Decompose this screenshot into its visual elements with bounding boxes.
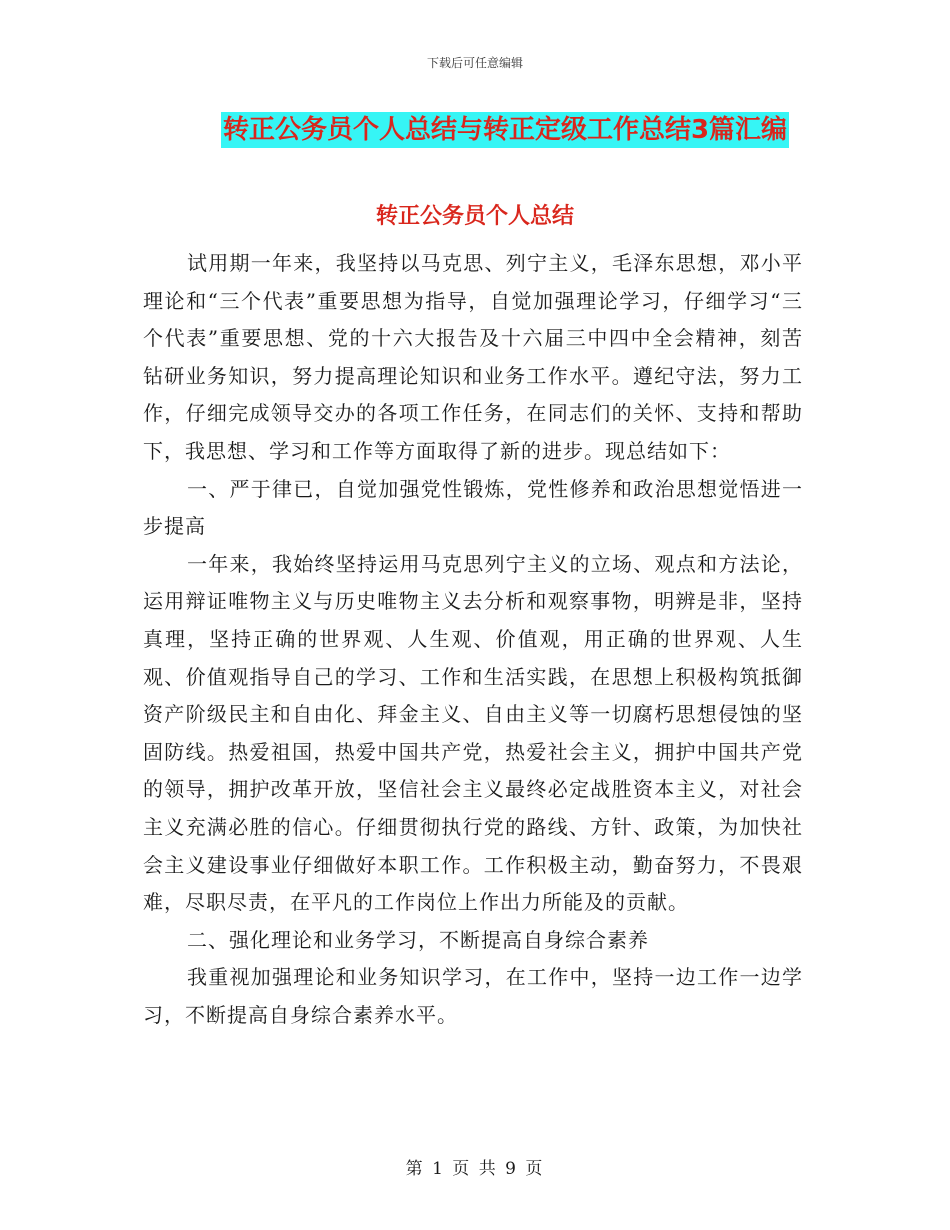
main-title: 转正公务员个人总结与转正定级工作总结3篇汇编 bbox=[221, 112, 789, 148]
header-note: 下载后可任意编辑 bbox=[426, 56, 523, 70]
paragraph-section-2: 我重视加强理论和业务知识学习，在工作中，坚持一边工作一边学习，不断提高自身综合素养水平。 bbox=[143, 965, 803, 1027]
paragraph-section-1: 一年来，我始终坚持运用马克思列宁主义的立场、观点和方法论，运用辩证唯物主义与历史唯物主义去分析和观察事物，明辨是非，坚持真理，坚持正确的世界观、人生观、价值观，用正确的世界观、人生观、价值观指导自己的学习、工作和生活实践，在思想上积极构筑抵御资产阶级民主和自由化、拜金主义、自由主义等一切腐朽思想侵蚀的坚固防线。热爱祖国，热爱中国共产党，热爱社会主义，拥护中国共产党的领导，拥护改革开放，坚信社会主义最终必定战胜资本主义，对社会主义充满必胜的信心。仔细贯彻执行党的路线、方针、政策，为加快社会主义建设事业仔细做好本职工作。工作积极主动，勤奋努力，不畏艰难，尽职尽责，在平凡的工作岗位上作出力所能及的贡献。 bbox=[143, 551, 803, 915]
paragraph-intro: 试用期一年来，我坚持以马克思、列宁主义，毛泽东思想，邓小平理论和“三个代表”重要思想为指导，自觉加强理论学习，仔细学习“三个代表”重要思想、党的十六大报告及十六届三中四中全会精神，刻苦钻研业务知识，努力提高理论知识和业务工作水平。遵纪守法，努力工作，仔细完成领导交办的各项工作任务，在同志们的关怀、支持和帮助下，我思想、学习和工作等方面取得了新的进步。现总结如下： bbox=[143, 251, 803, 463]
section-title: 转正公务员个人总结 bbox=[375, 204, 574, 229]
main-title-container bbox=[0, 112, 950, 148]
heading-section-2: 二、强化理论和业务学习，不断提高自身综合素养 bbox=[187, 927, 649, 952]
heading-section-1: 一、严于律已，自觉加强党性锻炼，党性修养和政治思想觉悟进一步提高 bbox=[143, 476, 803, 539]
page-number: 第 1 页 共 9 页 bbox=[405, 1159, 545, 1179]
document-body bbox=[143, 245, 803, 1034]
